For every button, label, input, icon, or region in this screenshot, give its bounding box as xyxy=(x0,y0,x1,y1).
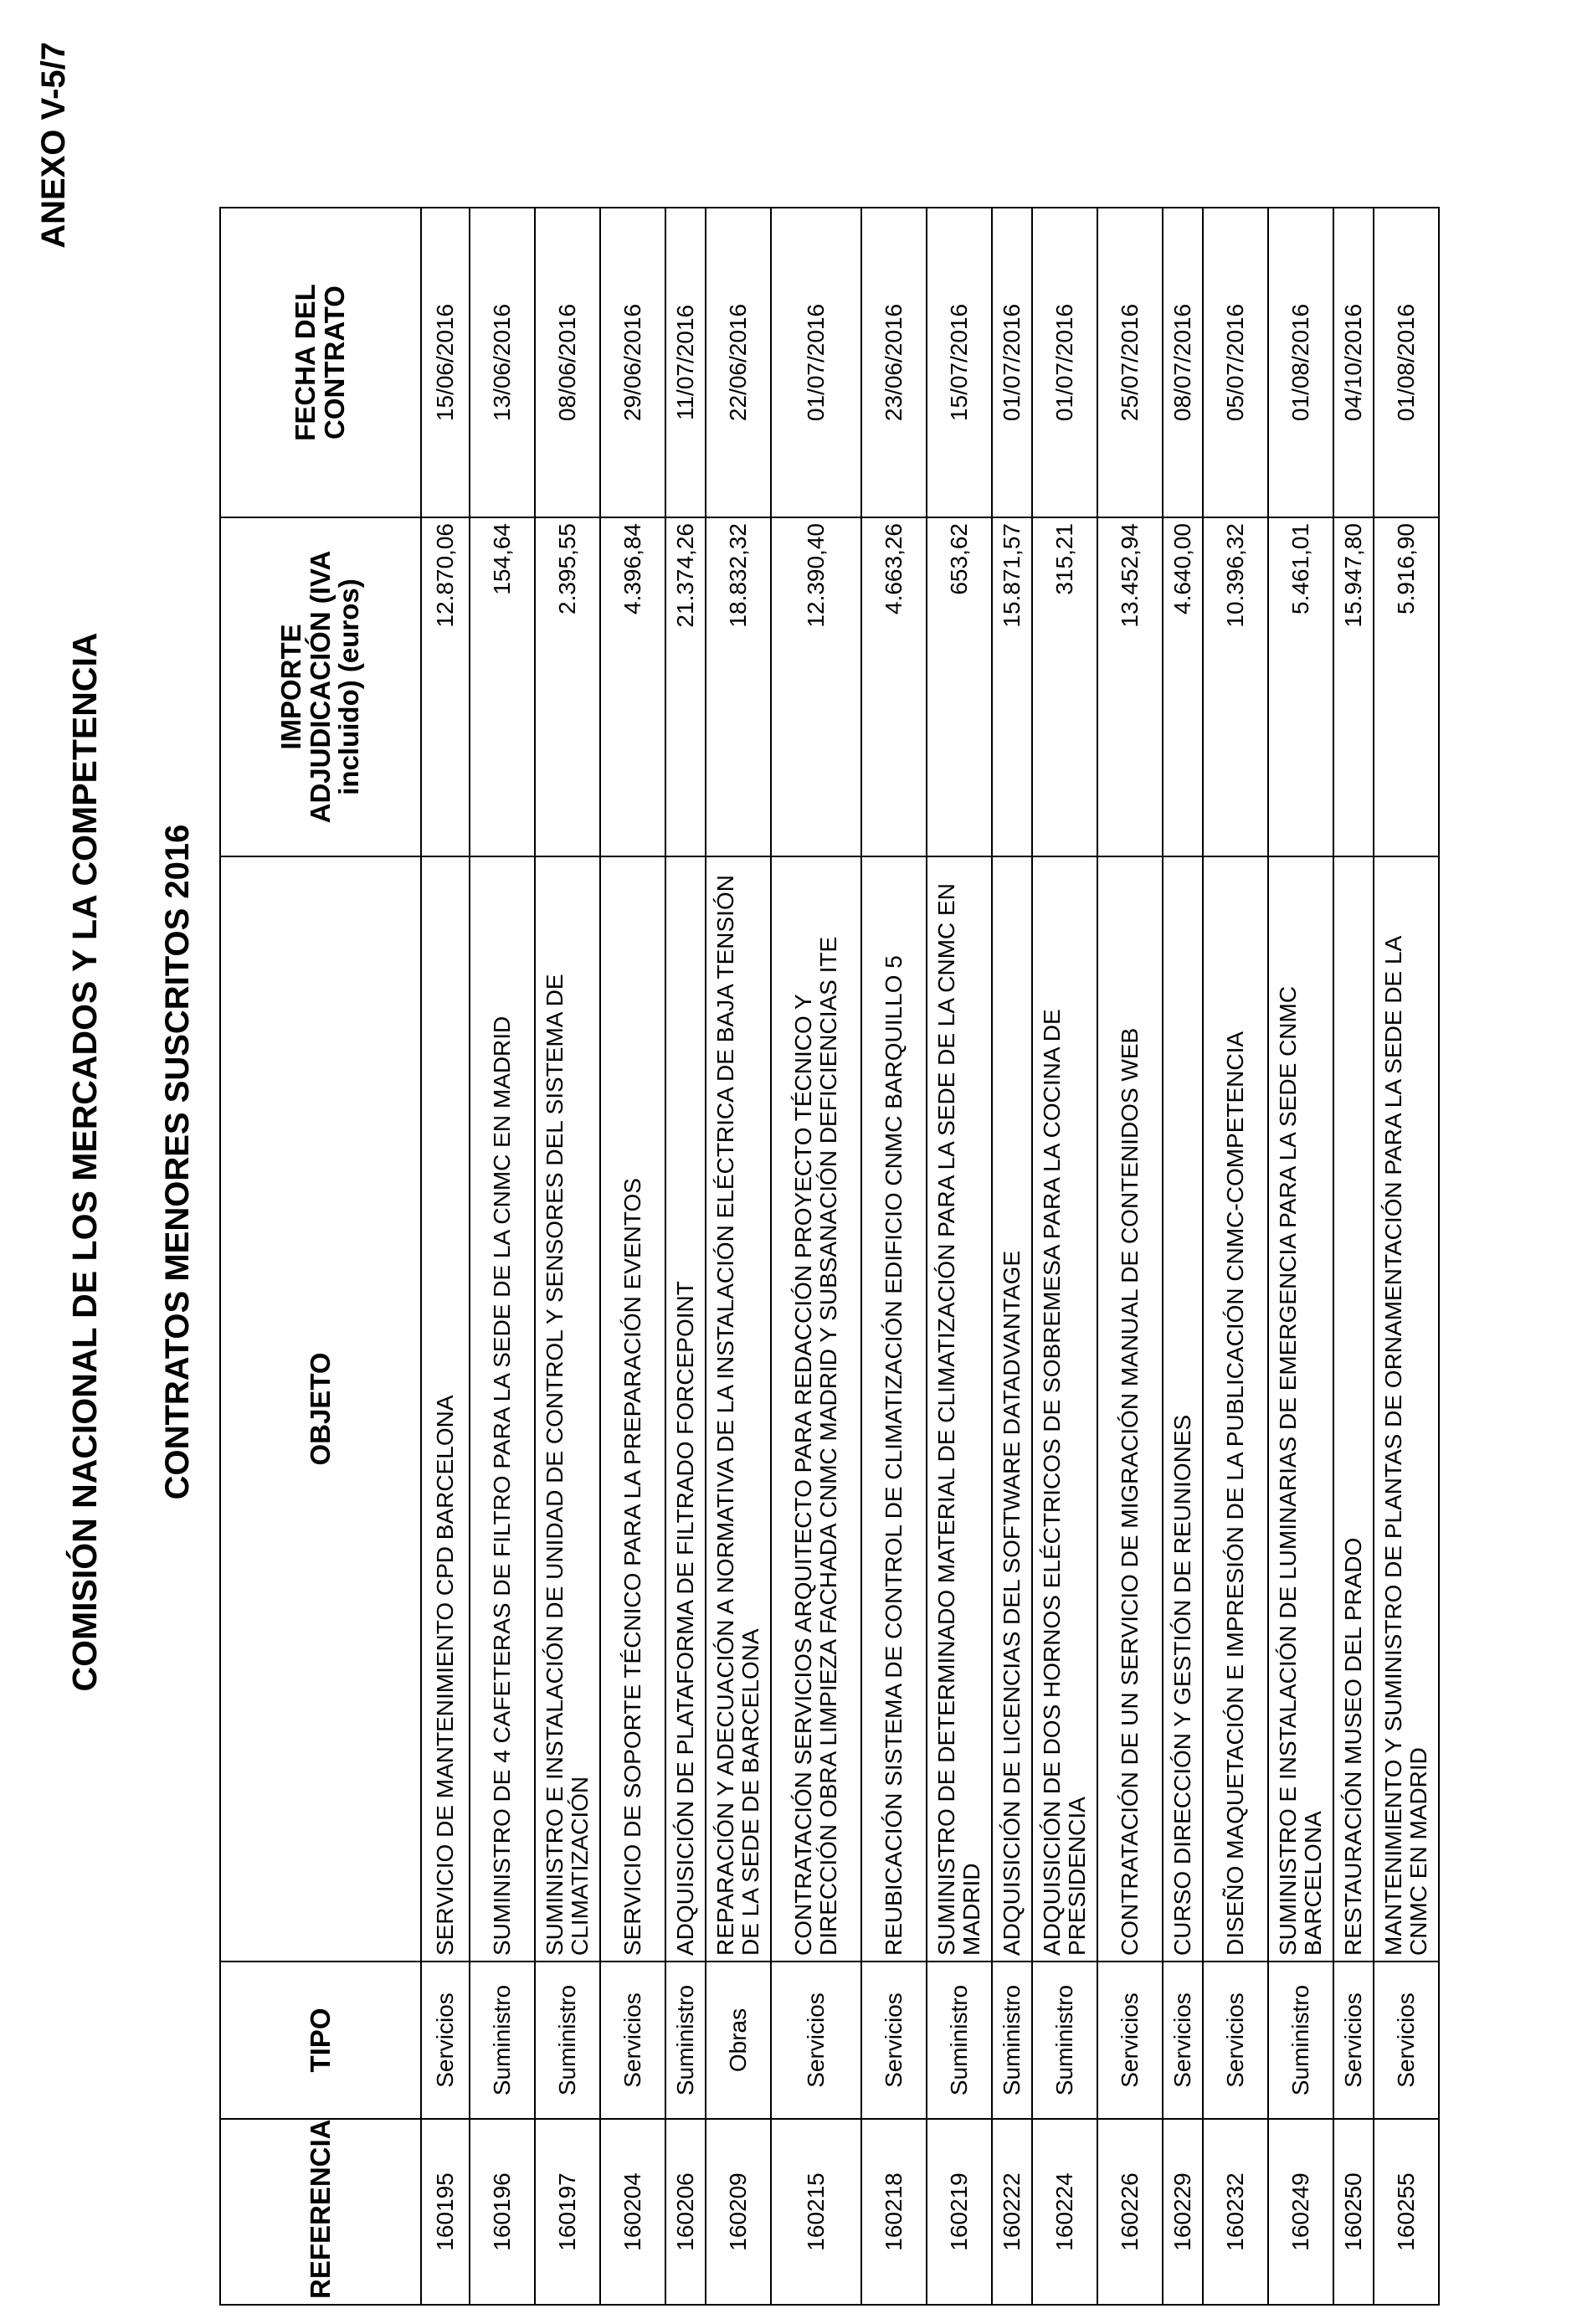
cell-fecha: 01/08/2016 xyxy=(1374,208,1439,517)
table-row xyxy=(861,208,927,2305)
table-row xyxy=(470,208,535,2305)
cell-objeto: SUMINISTRO E INSTALACIÓN DE LUMINARIAS DE EMERGENCIA PARA LA SEDE CNMC BARCELONA xyxy=(1268,856,1333,1962)
cell-objeto: CONTRATACIÓN SERVICIOS ARQUITECTO PARA REDACCIÓN PROYECTO TÉCNICO Y DIRECCIÓN OBRA LIMPIEZA FACHADA CNMC MADRID Y SUBSANACIÓN DEFICIENCIAS ITE xyxy=(771,856,861,1962)
cell-referencia: 160222 xyxy=(992,2119,1032,2305)
cell-importe: 12.390,40 xyxy=(771,517,861,856)
cell-objeto: CONTRATACIÓN DE UN SERVICIO DE MIGRACIÓN MANUAL DE CONTENIDOS WEB xyxy=(1097,856,1163,1962)
cell-importe: 13.452,94 xyxy=(1097,517,1163,856)
table-row xyxy=(535,208,600,2305)
cell-importe: 4.396,84 xyxy=(600,517,665,856)
cell-tipo: Servicios xyxy=(1097,1962,1163,2119)
cell-fecha: 15/07/2016 xyxy=(927,208,992,517)
column-header-fecha: FECHA DEL CONTRATO xyxy=(220,208,421,517)
cell-objeto: ADQUISICIÓN DE LICENCIAS DEL SOFTWARE DATADVANTAGE xyxy=(992,856,1032,1962)
table-row xyxy=(927,208,992,2305)
cell-objeto: RESTAURACIÓN MUSEO DEL PRADO xyxy=(1333,856,1374,1962)
organization-title: COMISIÓN NACIONAL DE LOS MERCADOS Y LA COMPETENCIA xyxy=(65,632,104,1692)
table-row xyxy=(1032,208,1097,2305)
cell-referencia: 160204 xyxy=(600,2119,665,2305)
cell-fecha: 05/07/2016 xyxy=(1203,208,1268,517)
cell-tipo: Suministro xyxy=(535,1962,600,2119)
table-row xyxy=(665,208,706,2305)
cell-fecha: 08/07/2016 xyxy=(1163,208,1203,517)
cell-referencia: 160250 xyxy=(1333,2119,1374,2305)
cell-fecha: 01/07/2016 xyxy=(1032,208,1097,517)
cell-objeto: SUMINISTRO DE DETERMINADO MATERIAL DE CLIMATIZACIÓN PARA LA SEDE DE LA CNMC EN MADRID xyxy=(927,856,992,1962)
cell-fecha: 15/06/2016 xyxy=(421,208,470,517)
cell-importe: 154,64 xyxy=(470,517,535,856)
cell-referencia: 160196 xyxy=(470,2119,535,2305)
table-row xyxy=(1097,208,1163,2305)
cell-tipo: Servicios xyxy=(1163,1962,1203,2119)
cell-referencia: 160232 xyxy=(1203,2119,1268,2305)
cell-fecha: 08/06/2016 xyxy=(535,208,600,517)
cell-referencia: 160215 xyxy=(771,2119,861,2305)
cell-fecha: 23/06/2016 xyxy=(861,208,927,517)
cell-objeto: DISEÑO MAQUETACIÓN E IMPRESIÓN DE LA PUBLICACIÓN CNMC-COMPETENCIA xyxy=(1203,856,1268,1962)
table-row xyxy=(1333,208,1374,2305)
cell-importe: 18.832,32 xyxy=(706,517,771,856)
cell-tipo: Servicios xyxy=(1374,1962,1439,2119)
cell-referencia: 160229 xyxy=(1163,2119,1203,2305)
cell-tipo: Obras xyxy=(706,1962,771,2119)
cell-fecha: 04/10/2016 xyxy=(1333,208,1374,517)
cell-objeto: CURSO DIRECCIÓN Y GESTIÓN DE REUNIONES xyxy=(1163,856,1203,1962)
cell-importe: 15.947,80 xyxy=(1333,517,1374,856)
cell-objeto: REUBICACIÓN SISTEMA DE CONTROL DE CLIMATIZACIÓN EDIFICIO CNMC BARQUILLO 5 xyxy=(861,856,927,1962)
cell-tipo: Suministro xyxy=(1032,1962,1097,2119)
cell-importe: 4.640,00 xyxy=(1163,517,1203,856)
table-row xyxy=(771,208,861,2305)
table-row xyxy=(600,208,665,2305)
cell-fecha: 01/07/2016 xyxy=(771,208,861,517)
cell-referencia: 160255 xyxy=(1374,2119,1439,2305)
cell-importe: 10.396,32 xyxy=(1203,517,1268,856)
cell-objeto: SERVICIO DE MANTENIMIENTO CPD BARCELONA xyxy=(421,856,470,1962)
cell-tipo: Servicios xyxy=(771,1962,861,2119)
column-header-referencia: REFERENCIA xyxy=(220,2119,421,2305)
cell-objeto: SUMINISTRO DE 4 CAFETERAS DE FILTRO PARA LA SEDE DE LA CNMC EN MADRID xyxy=(470,856,535,1962)
cell-fecha: 25/07/2016 xyxy=(1097,208,1163,517)
table-row xyxy=(706,208,771,2305)
cell-importe: 4.663,26 xyxy=(861,517,927,856)
table-header-row xyxy=(220,208,421,2305)
cell-tipo: Suministro xyxy=(927,1962,992,2119)
cell-objeto: MANTENIMIENTO Y SUMINISTRO DE PLANTAS DE ORNAMENTACIÓN PARA LA SEDE DE LA CNMC EN MADRID xyxy=(1374,856,1439,1962)
annex-label: ANEXO V-5/7 xyxy=(35,42,72,249)
contracts-table xyxy=(219,207,1440,2306)
cell-importe: 21.374,26 xyxy=(665,517,706,856)
column-header-importe: IMPORTE ADJUDICACIÓN (IVA incluido) (euros) xyxy=(220,517,421,856)
cell-importe: 315,21 xyxy=(1032,517,1097,856)
cell-fecha: 22/06/2016 xyxy=(706,208,771,517)
cell-tipo: Servicios xyxy=(1333,1962,1374,2119)
cell-referencia: 160226 xyxy=(1097,2119,1163,2305)
cell-importe: 15.871,57 xyxy=(992,517,1032,856)
column-header-tipo: TIPO xyxy=(220,1962,421,2119)
cell-importe: 5.461,01 xyxy=(1268,517,1333,856)
column-header-objeto: OBJETO xyxy=(220,856,421,1962)
cell-importe: 5.916,90 xyxy=(1374,517,1439,856)
cell-tipo: Suministro xyxy=(1268,1962,1333,2119)
cell-tipo: Suministro xyxy=(992,1962,1032,2119)
cell-referencia: 160197 xyxy=(535,2119,600,2305)
cell-objeto: ADQUISICIÓN DE PLATAFORMA DE FILTRADO FORCEPOINT xyxy=(665,856,706,1962)
cell-referencia: 160224 xyxy=(1032,2119,1097,2305)
cell-tipo: Servicios xyxy=(1203,1962,1268,2119)
document-subtitle: CONTRATOS MENORES SUSCRITOS 2016 xyxy=(159,824,196,1500)
cell-referencia: 160249 xyxy=(1268,2119,1333,2305)
table-row xyxy=(1163,208,1203,2305)
cell-referencia: 160219 xyxy=(927,2119,992,2305)
cell-referencia: 160206 xyxy=(665,2119,706,2305)
cell-fecha: 01/07/2016 xyxy=(992,208,1032,517)
cell-referencia: 160195 xyxy=(421,2119,470,2305)
cell-objeto: SERVICIO DE SOPORTE TÉCNICO PARA LA PREPARACIÓN EVENTOS xyxy=(600,856,665,1962)
cell-importe: 12.870,06 xyxy=(421,517,470,856)
table-row xyxy=(1268,208,1333,2305)
table-row xyxy=(1203,208,1268,2305)
cell-fecha: 29/06/2016 xyxy=(600,208,665,517)
table-row xyxy=(421,208,470,2305)
cell-fecha: 13/06/2016 xyxy=(470,208,535,517)
table-row xyxy=(1374,208,1439,2305)
cell-objeto: ADQUISICIÓN DE DOS HORNOS ELÉCTRICOS DE SOBREMESA PARA LA COCINA DE PRESIDENCIA xyxy=(1032,856,1097,1962)
cell-tipo: Servicios xyxy=(600,1962,665,2119)
cell-importe: 653,62 xyxy=(927,517,992,856)
cell-importe: 2.395,55 xyxy=(535,517,600,856)
cell-fecha: 01/08/2016 xyxy=(1268,208,1333,517)
cell-fecha: 11/07/2016 xyxy=(665,208,706,517)
cell-tipo: Suministro xyxy=(665,1962,706,2119)
cell-objeto: SUMINISTRO E INSTALACIÓN DE UNIDAD DE CONTROL Y SENSORES DEL SISTEMA DE CLIMATIZACIÓN xyxy=(535,856,600,1962)
cell-referencia: 160209 xyxy=(706,2119,771,2305)
cell-objeto: REPARACIÓN Y ADECUACIÓN A NORMATIVA DE LA INSTALACIÓN ELÉCTRICA DE BAJA TENSIÓN DE LA SEDE DE BARCELONA xyxy=(706,856,771,1962)
cell-tipo: Servicios xyxy=(861,1962,927,2119)
cell-referencia: 160218 xyxy=(861,2119,927,2305)
cell-tipo: Servicios xyxy=(421,1962,470,2119)
table-row xyxy=(992,208,1032,2305)
cell-tipo: Suministro xyxy=(470,1962,535,2119)
